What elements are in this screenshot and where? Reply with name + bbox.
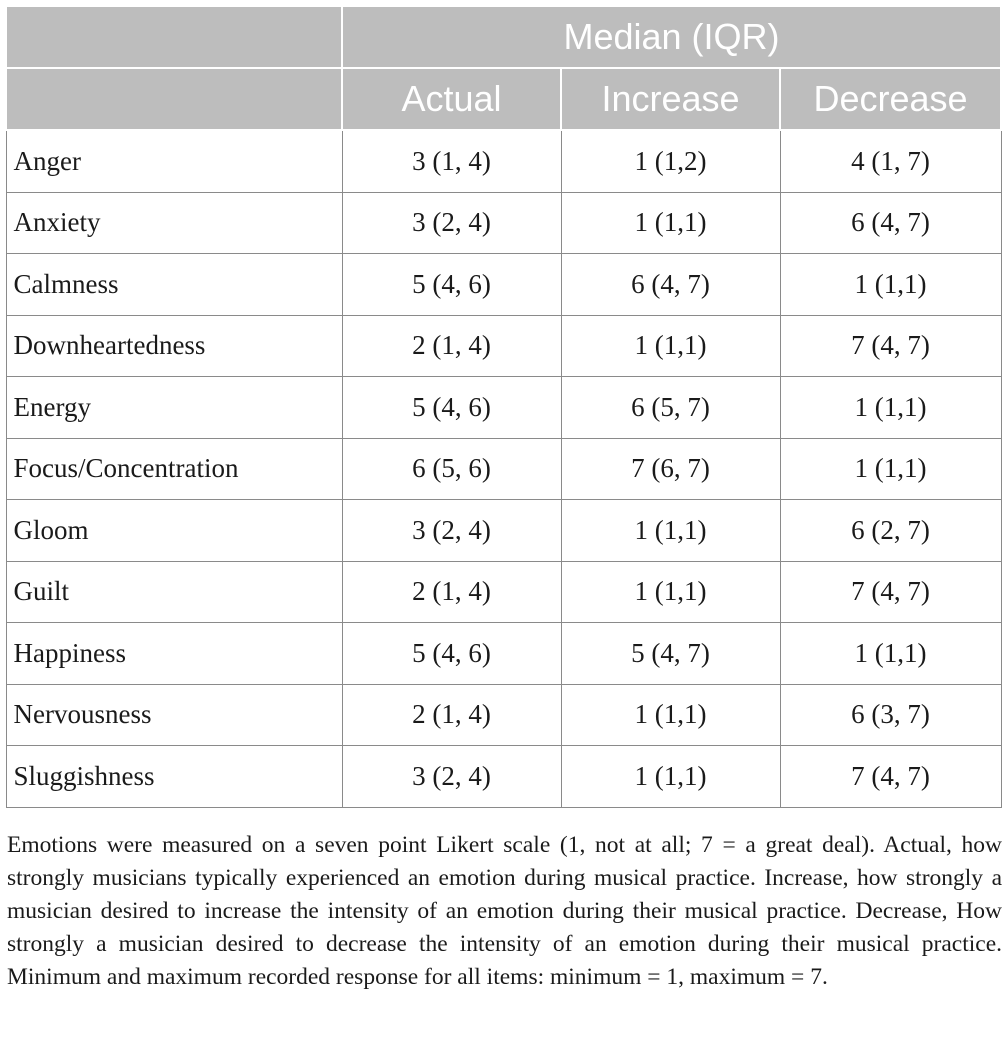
column-header-increase: Increase bbox=[561, 68, 780, 130]
cell-decrease: 6 (2, 7) bbox=[780, 500, 1001, 562]
row-label: Anxiety bbox=[6, 192, 342, 254]
cell-decrease: 1 (1,1) bbox=[780, 623, 1001, 685]
cell-decrease: 1 (1,1) bbox=[780, 438, 1001, 500]
cell-increase: 1 (1,1) bbox=[561, 192, 780, 254]
row-label: Nervousness bbox=[6, 684, 342, 746]
cell-actual: 5 (4, 6) bbox=[342, 623, 561, 685]
cell-decrease: 1 (1,1) bbox=[780, 254, 1001, 316]
cell-actual: 6 (5, 6) bbox=[342, 438, 561, 500]
median-iqr-table bbox=[5, 5, 1002, 808]
table-row bbox=[6, 377, 1001, 439]
cell-increase: 1 (1,1) bbox=[561, 500, 780, 562]
cell-increase: 6 (5, 7) bbox=[561, 377, 780, 439]
cell-decrease: 1 (1,1) bbox=[780, 377, 1001, 439]
header-corner-cell bbox=[6, 6, 342, 68]
table-row bbox=[6, 561, 1001, 623]
cell-increase: 5 (4, 7) bbox=[561, 623, 780, 685]
row-label: Downheartedness bbox=[6, 315, 342, 377]
cell-decrease: 7 (4, 7) bbox=[780, 315, 1001, 377]
row-label: Anger bbox=[6, 130, 342, 192]
header-corner-cell-2 bbox=[6, 68, 342, 130]
cell-increase: 1 (1,2) bbox=[561, 130, 780, 192]
table-row bbox=[6, 684, 1001, 746]
cell-increase: 7 (6, 7) bbox=[561, 438, 780, 500]
cell-actual: 5 (4, 6) bbox=[342, 377, 561, 439]
cell-actual: 3 (2, 4) bbox=[342, 192, 561, 254]
table-row bbox=[6, 623, 1001, 685]
row-label: Focus/Concentration bbox=[6, 438, 342, 500]
row-label: Gloom bbox=[6, 500, 342, 562]
cell-actual: 2 (1, 4) bbox=[342, 315, 561, 377]
cell-actual: 5 (4, 6) bbox=[342, 254, 561, 316]
cell-decrease: 7 (4, 7) bbox=[780, 561, 1001, 623]
table-row bbox=[6, 254, 1001, 316]
cell-actual: 3 (2, 4) bbox=[342, 746, 561, 808]
cell-increase: 1 (1,1) bbox=[561, 684, 780, 746]
row-label: Calmness bbox=[6, 254, 342, 316]
group-header-median-iqr: Median (IQR) bbox=[342, 6, 1001, 68]
cell-actual: 2 (1, 4) bbox=[342, 561, 561, 623]
table-row bbox=[6, 130, 1001, 192]
row-label: Sluggishness bbox=[6, 746, 342, 808]
cell-decrease: 7 (4, 7) bbox=[780, 746, 1001, 808]
table-row bbox=[6, 500, 1001, 562]
data-table-container bbox=[5, 5, 1000, 808]
cell-increase: 1 (1,1) bbox=[561, 315, 780, 377]
cell-actual: 3 (2, 4) bbox=[342, 500, 561, 562]
header-group-row bbox=[6, 6, 1001, 68]
cell-decrease: 6 (4, 7) bbox=[780, 192, 1001, 254]
row-label: Energy bbox=[6, 377, 342, 439]
table-row bbox=[6, 315, 1001, 377]
row-label: Happiness bbox=[6, 623, 342, 685]
column-header-decrease: Decrease bbox=[780, 68, 1001, 130]
table-footnote: Emotions were measured on a seven point Likert scale (1, not at all; 7 = a great deal). Actual, how strongly musicians typically experienced an emotion during musical practice. Increase, how strongly a musician desired to increase the intensity of an emotion during their musical practice. Decrease, How strongly a musician desired to decrease the intensity of an emotion during their musical practice. Minimum and maximum recorded response for all items: minimum = 1, maximum = 7. bbox=[7, 832, 1002, 990]
table-row bbox=[6, 438, 1001, 500]
cell-increase: 1 (1,1) bbox=[561, 746, 780, 808]
table-body bbox=[6, 130, 1001, 807]
cell-increase: 6 (4, 7) bbox=[561, 254, 780, 316]
row-label: Guilt bbox=[6, 561, 342, 623]
header-columns-row bbox=[6, 68, 1001, 130]
cell-actual: 2 (1, 4) bbox=[342, 684, 561, 746]
column-header-actual: Actual bbox=[342, 68, 561, 130]
cell-actual: 3 (1, 4) bbox=[342, 130, 561, 192]
cell-decrease: 4 (1, 7) bbox=[780, 130, 1001, 192]
table-row bbox=[6, 746, 1001, 808]
table-header bbox=[6, 6, 1001, 130]
table-row bbox=[6, 192, 1001, 254]
cell-decrease: 6 (3, 7) bbox=[780, 684, 1001, 746]
cell-increase: 1 (1,1) bbox=[561, 561, 780, 623]
